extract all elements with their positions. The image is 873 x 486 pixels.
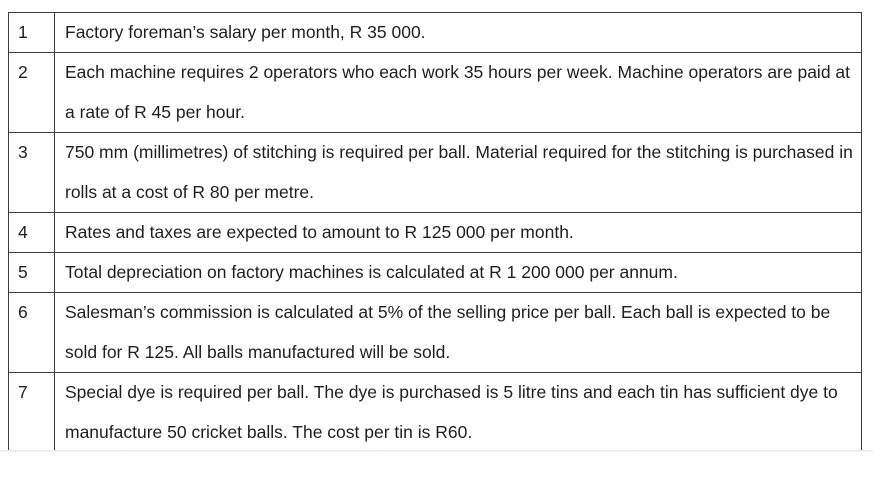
row-text: 750 mm (millimetres) of stitching is required per ball. Material required for the stitching is purchased in rolls at a cost of R 80 per metre.	[55, 133, 862, 213]
row-text: Total depreciation on factory machines is calculated at R 1 200 000 per annum.	[55, 253, 862, 293]
row-number: 2	[9, 53, 55, 133]
table-row	[9, 213, 862, 253]
row-text: Each machine requires 2 operators who each work 35 hours per week. Machine operators are paid at a rate of R 45 per hour.	[55, 53, 862, 133]
cost-info-table	[8, 12, 862, 452]
table-row	[9, 373, 862, 453]
table-row	[9, 13, 862, 53]
row-number: 4	[9, 213, 55, 253]
row-number: 5	[9, 253, 55, 293]
row-text: Rates and taxes are expected to amount to R 125 000 per month.	[55, 213, 862, 253]
row-number: 6	[9, 293, 55, 373]
table-row	[9, 53, 862, 133]
row-number: 3	[9, 133, 55, 213]
row-text: Salesman’s commission is calculated at 5% of the selling price per ball. Each ball is expected to be sold for R 125. All balls manufactured will be sold.	[55, 293, 862, 373]
table-row	[9, 253, 862, 293]
row-text: Factory foreman’s salary per month, R 35 000.	[55, 13, 862, 53]
table-row	[9, 133, 862, 213]
row-number: 7	[9, 373, 55, 453]
page-edge-divider	[0, 450, 873, 453]
row-number: 1	[9, 13, 55, 53]
table-row	[9, 293, 862, 373]
row-text: Special dye is required per ball. The dye is purchased is 5 litre tins and each tin has sufficient dye to manufacture 50 cricket balls. The cost per tin is R60.	[55, 373, 862, 453]
